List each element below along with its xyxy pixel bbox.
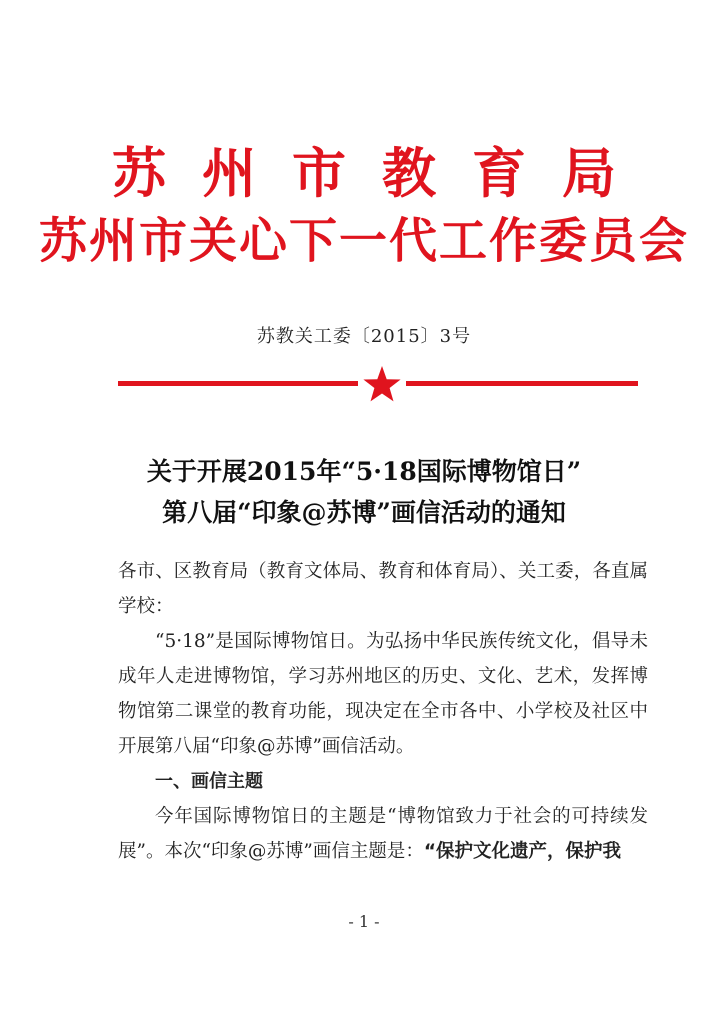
paragraph-theme-bold-text: “保护文化遗产，保护我: [423, 841, 622, 862]
divider-line-right: [406, 381, 638, 386]
notice-title-line2: 第八届“印象@苏博”画信活动的通知: [162, 498, 566, 527]
paragraph-theme: [118, 799, 648, 869]
paragraph-theme-text: 今年国际博物馆日的主题是“博物馆致力于社会的可持续发展”。本次“印象@苏博”画信主题是：: [118, 806, 648, 862]
page-number: - 1 -: [348, 912, 380, 931]
issuer-name-committee: 苏州市关心下一代工作委员会: [38, 213, 689, 269]
paragraph-intro: “5·18”是国际博物馆日。为弘扬中华民族传统文化，倡导未成年人走进博物馆，学习苏州地区的历史、文化、艺术，发挥博物馆第二课堂的教育功能，现决定在全市各中、小学校及社区中开展第八届“印象@苏博”画信活动。: [118, 631, 648, 757]
issuer-name-education-bureau: 苏州市教育局: [112, 141, 652, 205]
document-number: 苏教关工委〔2015〕3号: [256, 326, 472, 347]
section-heading-theme: 一、画信主题: [155, 771, 263, 792]
divider-line-left: [118, 381, 358, 386]
notice-title-line1: 关于开展2015年“5·18国际博物馆日”: [146, 457, 582, 486]
red-divider: [118, 362, 638, 406]
star-icon: [362, 364, 402, 404]
salutation: 各市、区教育局（教育文体局、教育和体育局）、关工委，各直属学校：: [118, 561, 648, 617]
